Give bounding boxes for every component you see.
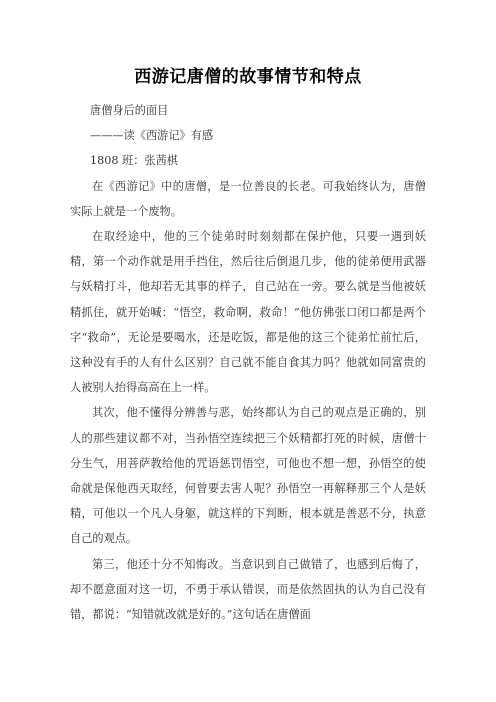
- subtitle: 唐僧身后的面目: [90, 104, 169, 117]
- document-title: 西游记唐僧的故事情节和特点: [134, 67, 362, 87]
- subheading: ———读《西游记》有感: [90, 129, 214, 143]
- paragraph: 其次，他不懂得分辨善与恶，始终都认为自己的观点是正确的，别人的那些建议都不对，当孙悟空连续把三个妖精都打死的时候，唐僧十分生气，用菩萨教给他的咒语惩罚悟空，可他也不想一想，孙悟空的使命就是保他西天取经，何曾要去害人呢？孙悟空一再解释那三个人是妖精，可他以一个凡人身躯，就这样的下判断，根本就是善恶不分，执意自己的观点。: [70, 406, 426, 546]
- author-line: 1808 班：张茜棋: [90, 154, 178, 168]
- paragraph: 第三，他还十分不知悔改。当意识到自己做错了，也感到后悔了，却不愿意面对这一切，不勇于承认错误，而是依然固执的认为自己没有错，都说：“知错就改就是好的。”这句话在唐僧面: [70, 557, 426, 622]
- paragraph: 在《西游记》中的唐僧，是一位善良的长老。可我始终认为，唐僧实际上就是一个废物。: [70, 179, 426, 218]
- document-body: [70, 98, 426, 627]
- paragraph: 在取经途中，他的三个徒弟时时刻刻都在保护他，只要一遇到妖精，第一个动作就是用手挡住，然后往后倒退几步，他的徒弟便用武器与妖精打斗，他却若无其事的样子，自己站在一旁。要么就是当他被妖精抓住，就开始喊：“悟空，救命啊，救命！”他仿佛张口闭口都是两个字“救命”，无论是要喝水，还是吃饭，都是他的这三个徒弟忙前忙后，这种没有手的人有什么区别？自己就不能自食其力吗？他就如同富贵的人被别人抬得高高在上一样。: [70, 230, 426, 395]
